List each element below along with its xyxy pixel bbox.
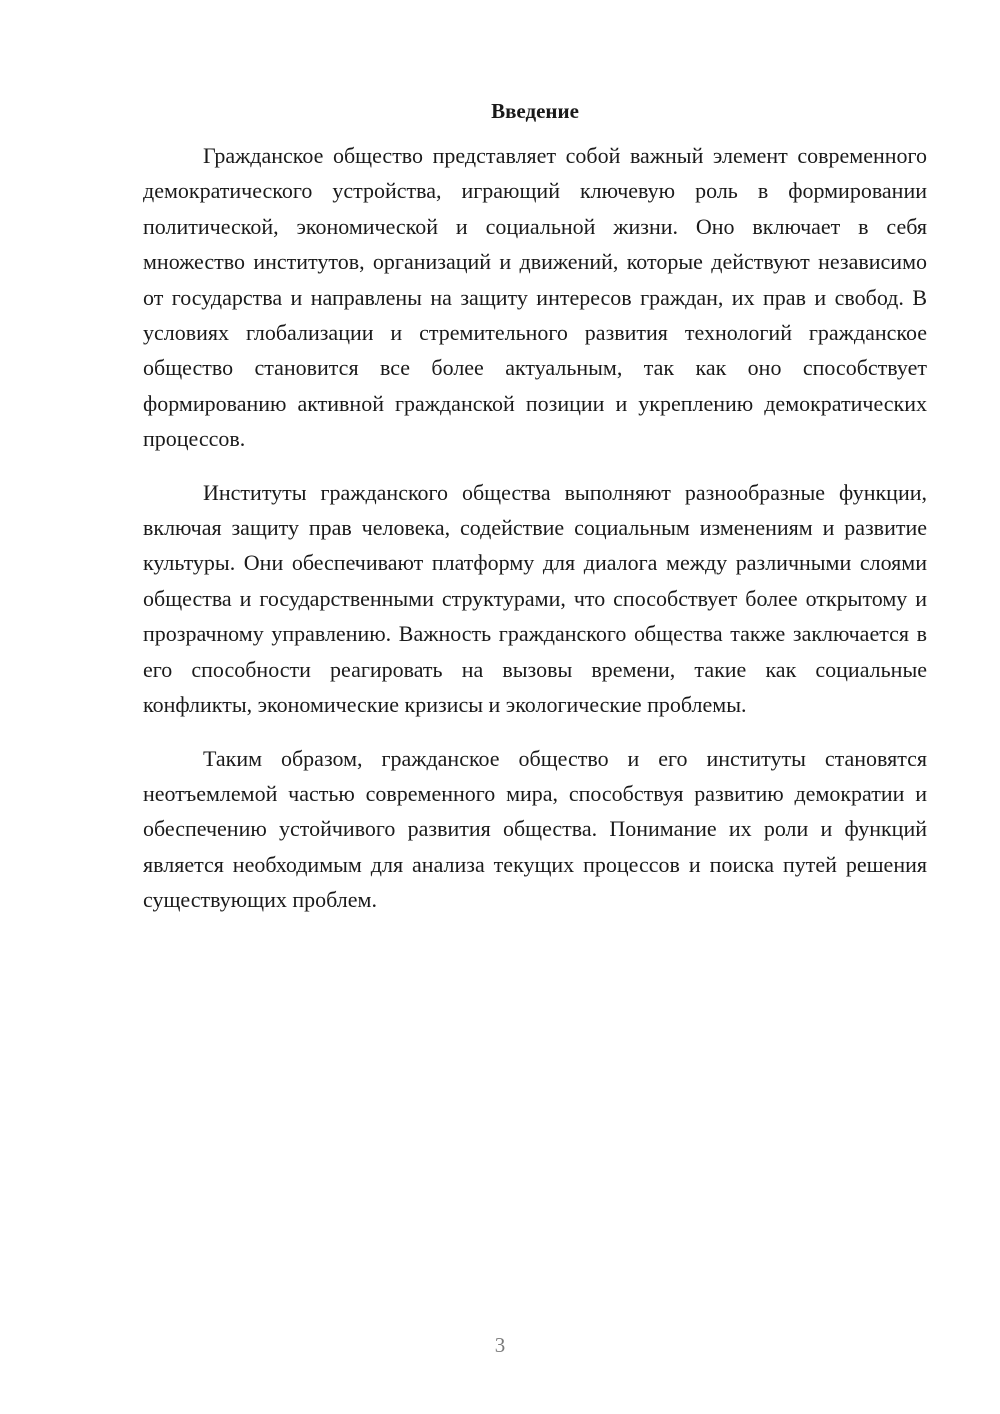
page-content bbox=[143, 96, 927, 936]
section-title: Введение bbox=[491, 99, 579, 123]
paragraph-2: Институты гражданского общества выполняют разнообразные функции, включая защиту прав человека, содействие социальным изменениям и развитие культуры. Они обеспечивают платформу для диалога между различными слоями общества и государственными структурами, что способствует более открытому и прозрачному управлению. Важность гражданского общества также заключается в его способности реагировать на вызовы времени, такие как социальные конфликты, экономические кризисы и экологические проблемы. bbox=[143, 479, 927, 718]
paragraph-3: Таким образом, гражданское общество и его институты становятся неотъемлемой частью современного мира, способствуя развитию демократии и обеспечению устойчивого развития общества. Понимание их роли и функций является необходимым для анализа текущих процессов и поиска путей решения существующих проблем. bbox=[143, 745, 927, 913]
paragraph-1: Гражданское общество представляет собой важный элемент современного демократического устройства, играющий ключевую роль в формировании политической, экономической и социальной жизни. Оно включает в себя множество институтов, организаций и движений, которые действуют независимо от государства и направлены на защиту интересов граждан, их прав и свобод. В условиях глобализации и стремительного развития технологий гражданское общество становится все более актуальным, так как оно способствует формированию активной гражданской позиции и укреплению демократических процессов. bbox=[143, 143, 927, 452]
page-number: 3 bbox=[494, 1333, 506, 1357]
